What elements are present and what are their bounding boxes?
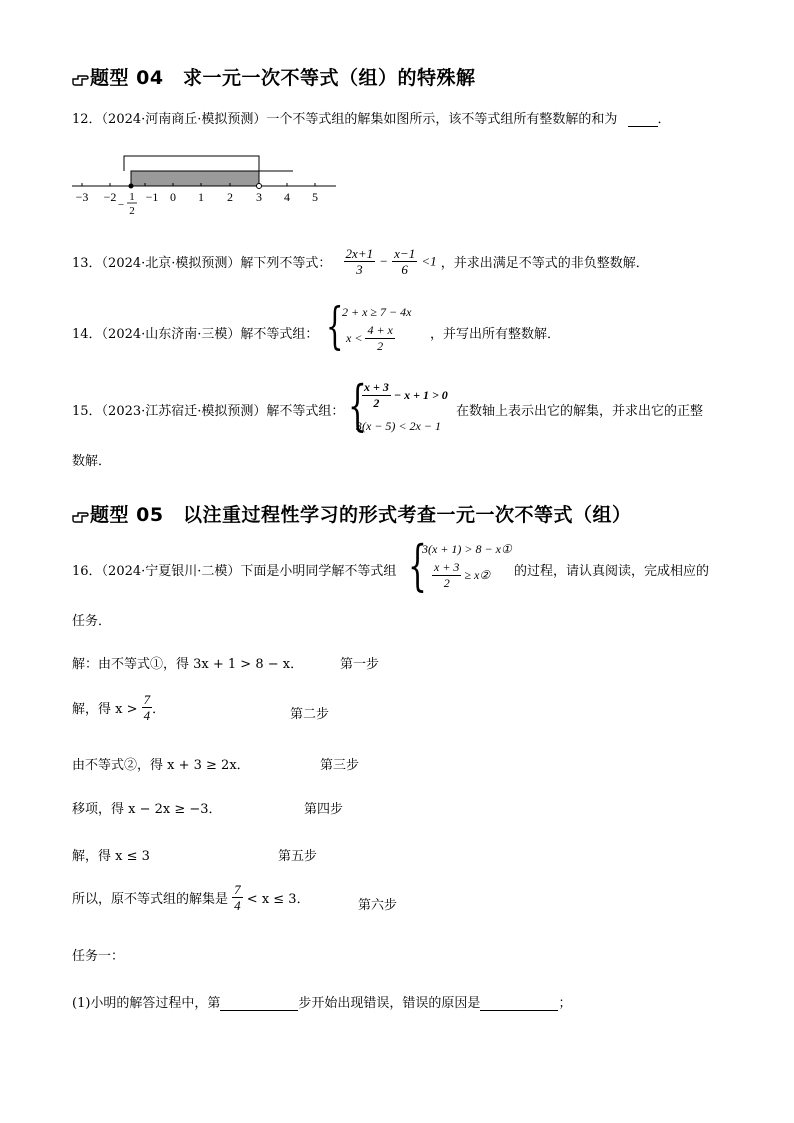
tick-label: 4 (284, 190, 290, 204)
tick-label: −3 (75, 190, 89, 204)
hand-pointer-icon (72, 507, 90, 527)
minus-sign: − (379, 253, 389, 269)
section-heading-05 (72, 500, 632, 527)
step-6 (72, 882, 310, 913)
system-line-1 (362, 380, 448, 411)
system-16 (408, 534, 518, 600)
step-2-text: 解，得 x > (72, 702, 138, 717)
question-13 (72, 246, 649, 277)
fraction-denominator: 6 (401, 262, 408, 277)
fraction-numerator: 4 + x (367, 323, 393, 337)
question-16-prefix: 16．（2024·宁夏银川·二模）下面是小明同学解不等式组 (72, 564, 397, 579)
step-4-text: 移项，得 x − 2x ≥ −3． (72, 802, 222, 817)
tick-label: 5 (312, 190, 318, 204)
closed-endpoint (129, 184, 134, 189)
line2-lhs: x < (346, 331, 363, 345)
question-16-suffix: 的过程，请认真阅读，完成相应的 (514, 564, 710, 579)
line1-rest: − x + 1 > 0 (393, 388, 448, 402)
tick-label: 2 (227, 190, 233, 204)
tick-label: −2 (103, 190, 117, 204)
fraction (362, 380, 391, 411)
upper-bracket (124, 156, 259, 171)
left-brace: { (348, 374, 367, 437)
reason-blank[interactable] (480, 1010, 558, 1011)
system-line-2 (346, 323, 395, 354)
left-brace: { (408, 534, 427, 597)
system-line-2: 3(x − 5) < 2x − 1 (356, 419, 441, 433)
line2-rest: ≥ x② (464, 568, 491, 582)
question-14-suffix: ，并写出所有整数解． (430, 327, 561, 342)
question-14-prefix: 14．（2024·山东济南·三模）解不等式组： (72, 327, 319, 342)
half-label-num: 1 (129, 191, 135, 203)
section-title: 题型 05 以注重过程性学习的形式考查一元一次不等式（组） (90, 504, 632, 526)
system-line-1: 2 + x ≥ 7 − 4x (342, 305, 412, 319)
sub1-text-a: (1)小明的解答过程中，第 (72, 996, 221, 1011)
tick-label: 3 (256, 190, 262, 204)
step-2-end: ． (152, 702, 166, 717)
task-heading: 任务一： (72, 949, 125, 964)
system-14 (326, 297, 446, 359)
question-15-cont: 数解． (72, 454, 112, 469)
punct: ． (657, 112, 671, 127)
question-12 (72, 108, 671, 127)
hand-pointer-icon (72, 70, 90, 90)
sub-question-1 (72, 992, 571, 1011)
section-title: 题型 04 求一元一次不等式（组）的特殊解 (90, 67, 476, 89)
question-16-cont: 任务． (72, 614, 112, 629)
step-4-label: 第四步 (304, 802, 344, 817)
step-2 (72, 692, 165, 723)
fraction-denominator: 4 (143, 708, 151, 723)
fraction-denominator: 2 (443, 576, 450, 590)
question-suffix: ，并求出满足不等式的非负整数解． (440, 256, 649, 271)
fraction (142, 692, 153, 723)
fraction-denominator: 3 (356, 262, 363, 277)
sub1-text-c: ； (558, 996, 572, 1011)
step-6-label: 第六步 (358, 898, 398, 913)
fraction-denominator: 2 (373, 396, 380, 410)
question-15-prefix: 15．（2023·江苏宿迁·模拟预测）解不等式组： (72, 404, 345, 419)
question-text: 12．（2024·河南商丘·模拟预测）一个不等式组的解集如图所示，该不等式组所有整数解的和为 (72, 112, 618, 127)
system-15 (348, 374, 468, 440)
section-heading-04 (72, 63, 476, 90)
open-endpoint (257, 184, 262, 189)
system-line-2 (432, 560, 490, 591)
half-label-den: 2 (129, 205, 135, 217)
tick-label: 1 (198, 190, 204, 204)
fraction-numerator: 2x+1 (345, 246, 374, 261)
tick-label: −1 (145, 190, 159, 204)
fraction (432, 560, 461, 591)
step-3-text: 由不等式②，得 x + 3 ≥ 2x． (72, 758, 250, 773)
step-6-end: < x ≤ 3． (246, 892, 310, 907)
solution-shaded-region (131, 171, 259, 186)
tick-label: 0 (170, 190, 176, 204)
answer-blank[interactable] (628, 126, 658, 127)
fraction-numerator: x + 3 (364, 380, 389, 394)
fraction-2 (392, 246, 417, 277)
step-number-blank[interactable] (220, 1010, 298, 1011)
step-1-text: 解：由不等式①，得 3x + 1 > 8 − x． (72, 657, 304, 672)
fraction-1 (344, 246, 376, 277)
fraction-numerator: 7 (143, 692, 151, 707)
step-2-label: 第二步 (290, 707, 330, 722)
rhs: <1 (421, 253, 437, 269)
fraction-denominator: 4 (234, 898, 241, 913)
fraction-numerator: 7 (234, 882, 241, 897)
sub1-text-b: 步开始出现错误，错误的原因是 (298, 996, 481, 1011)
fraction (365, 323, 394, 354)
step-3-label: 第三步 (320, 758, 360, 773)
fraction-denominator: 2 (377, 339, 384, 353)
step-6-text: 所以，原不等式组的解集是 (72, 892, 229, 907)
fraction (232, 882, 243, 913)
number-line-figure (68, 150, 348, 220)
step-1-label: 第一步 (340, 657, 380, 672)
fraction-numerator: x−1 (394, 246, 416, 261)
half-label-minus: − (117, 199, 125, 211)
question-15-suffix: 在数轴上表示出它的解集，并求出它的正整 (456, 404, 704, 419)
system-line-1: 3(x + 1) > 8 − x① (422, 542, 512, 556)
question-prefix: 13．（2024·北京·模拟预测）解下列不等式： (72, 256, 332, 271)
left-brace: { (326, 297, 344, 355)
fraction-numerator: x + 3 (434, 560, 460, 574)
step-5-text: 解，得 x ≤ 3 (72, 849, 150, 864)
step-5-label: 第五步 (278, 849, 318, 864)
